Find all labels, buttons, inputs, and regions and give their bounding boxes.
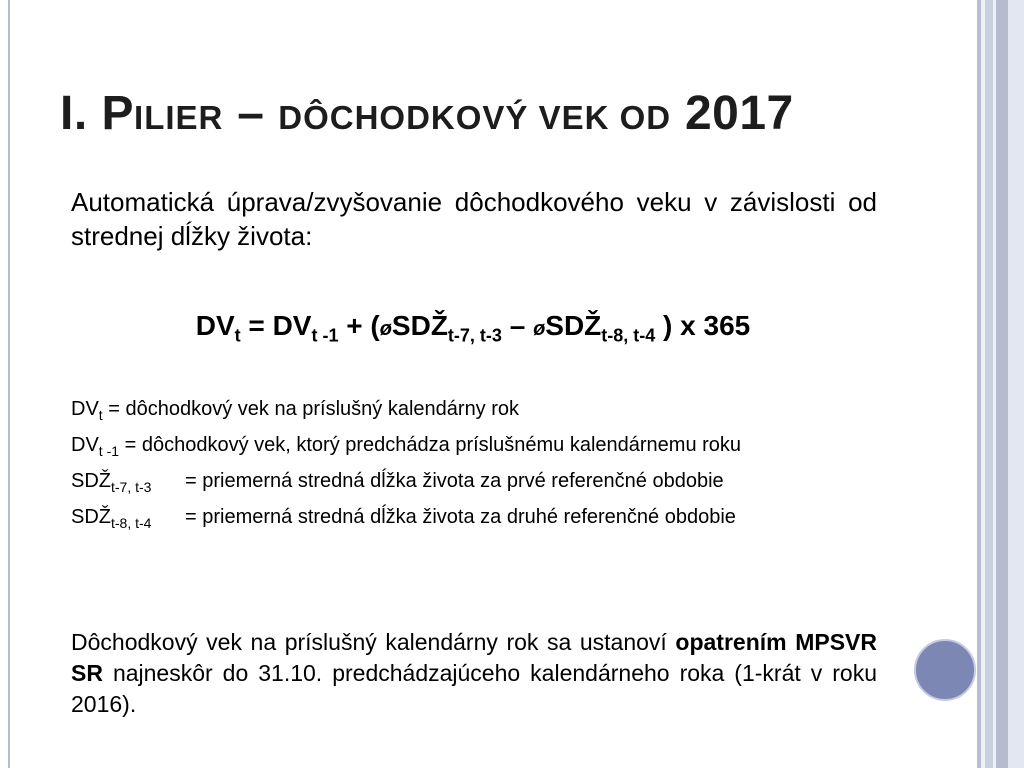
closing-paragraph: Dôchodkový vek na príslušný kalendárny rok sa ustanoví opatrením MPSVR SR najneskôr do 31.10. predchádzajúceho kalendárneho roka (1-krát v roku 2016). — [71, 629, 877, 717]
intro-paragraph: Automatická úprava/zvyšovanie dôchodkového veku v závislosti od strednej dĺžky života: — [71, 187, 877, 251]
definition-item: $SDŽ_{t-7, t-3}$ = priemerná stredná dĺžka života za prvé referenčné obdobie — [71, 470, 724, 495]
definition-item: $DV_{t -1}$ = dôchodkový vek, ktorý predchádza príslušnému kalendárnemu roku — [71, 434, 742, 459]
left-frame-line — [8, 0, 10, 768]
right-border-stripe — [985, 0, 993, 768]
formula: $DV_t = DV_{t -1}$ + (øSDŽ$_{t-7, t-3}$ – øSDŽ$_{t-8, t-4}$ ) x 365 — [195, 310, 751, 346]
right-border-stripe — [996, 0, 1008, 768]
definitions-list — [71, 398, 891, 542]
decorative-circle — [914, 639, 976, 701]
right-border-stripe — [1008, 0, 1024, 768]
definition-item: $SDŽ_{t-8, t-4}$ = priemerná stredná dĺžka života za druhé referenčné obdobie — [71, 506, 736, 531]
slide-title: I. PILIER – DÔCHODKOVÝ VEK OD 2017 — [60, 87, 794, 140]
definition-item: $DV_t$ = dôchodkový vek na príslušný kalendárny rok — [71, 398, 520, 423]
